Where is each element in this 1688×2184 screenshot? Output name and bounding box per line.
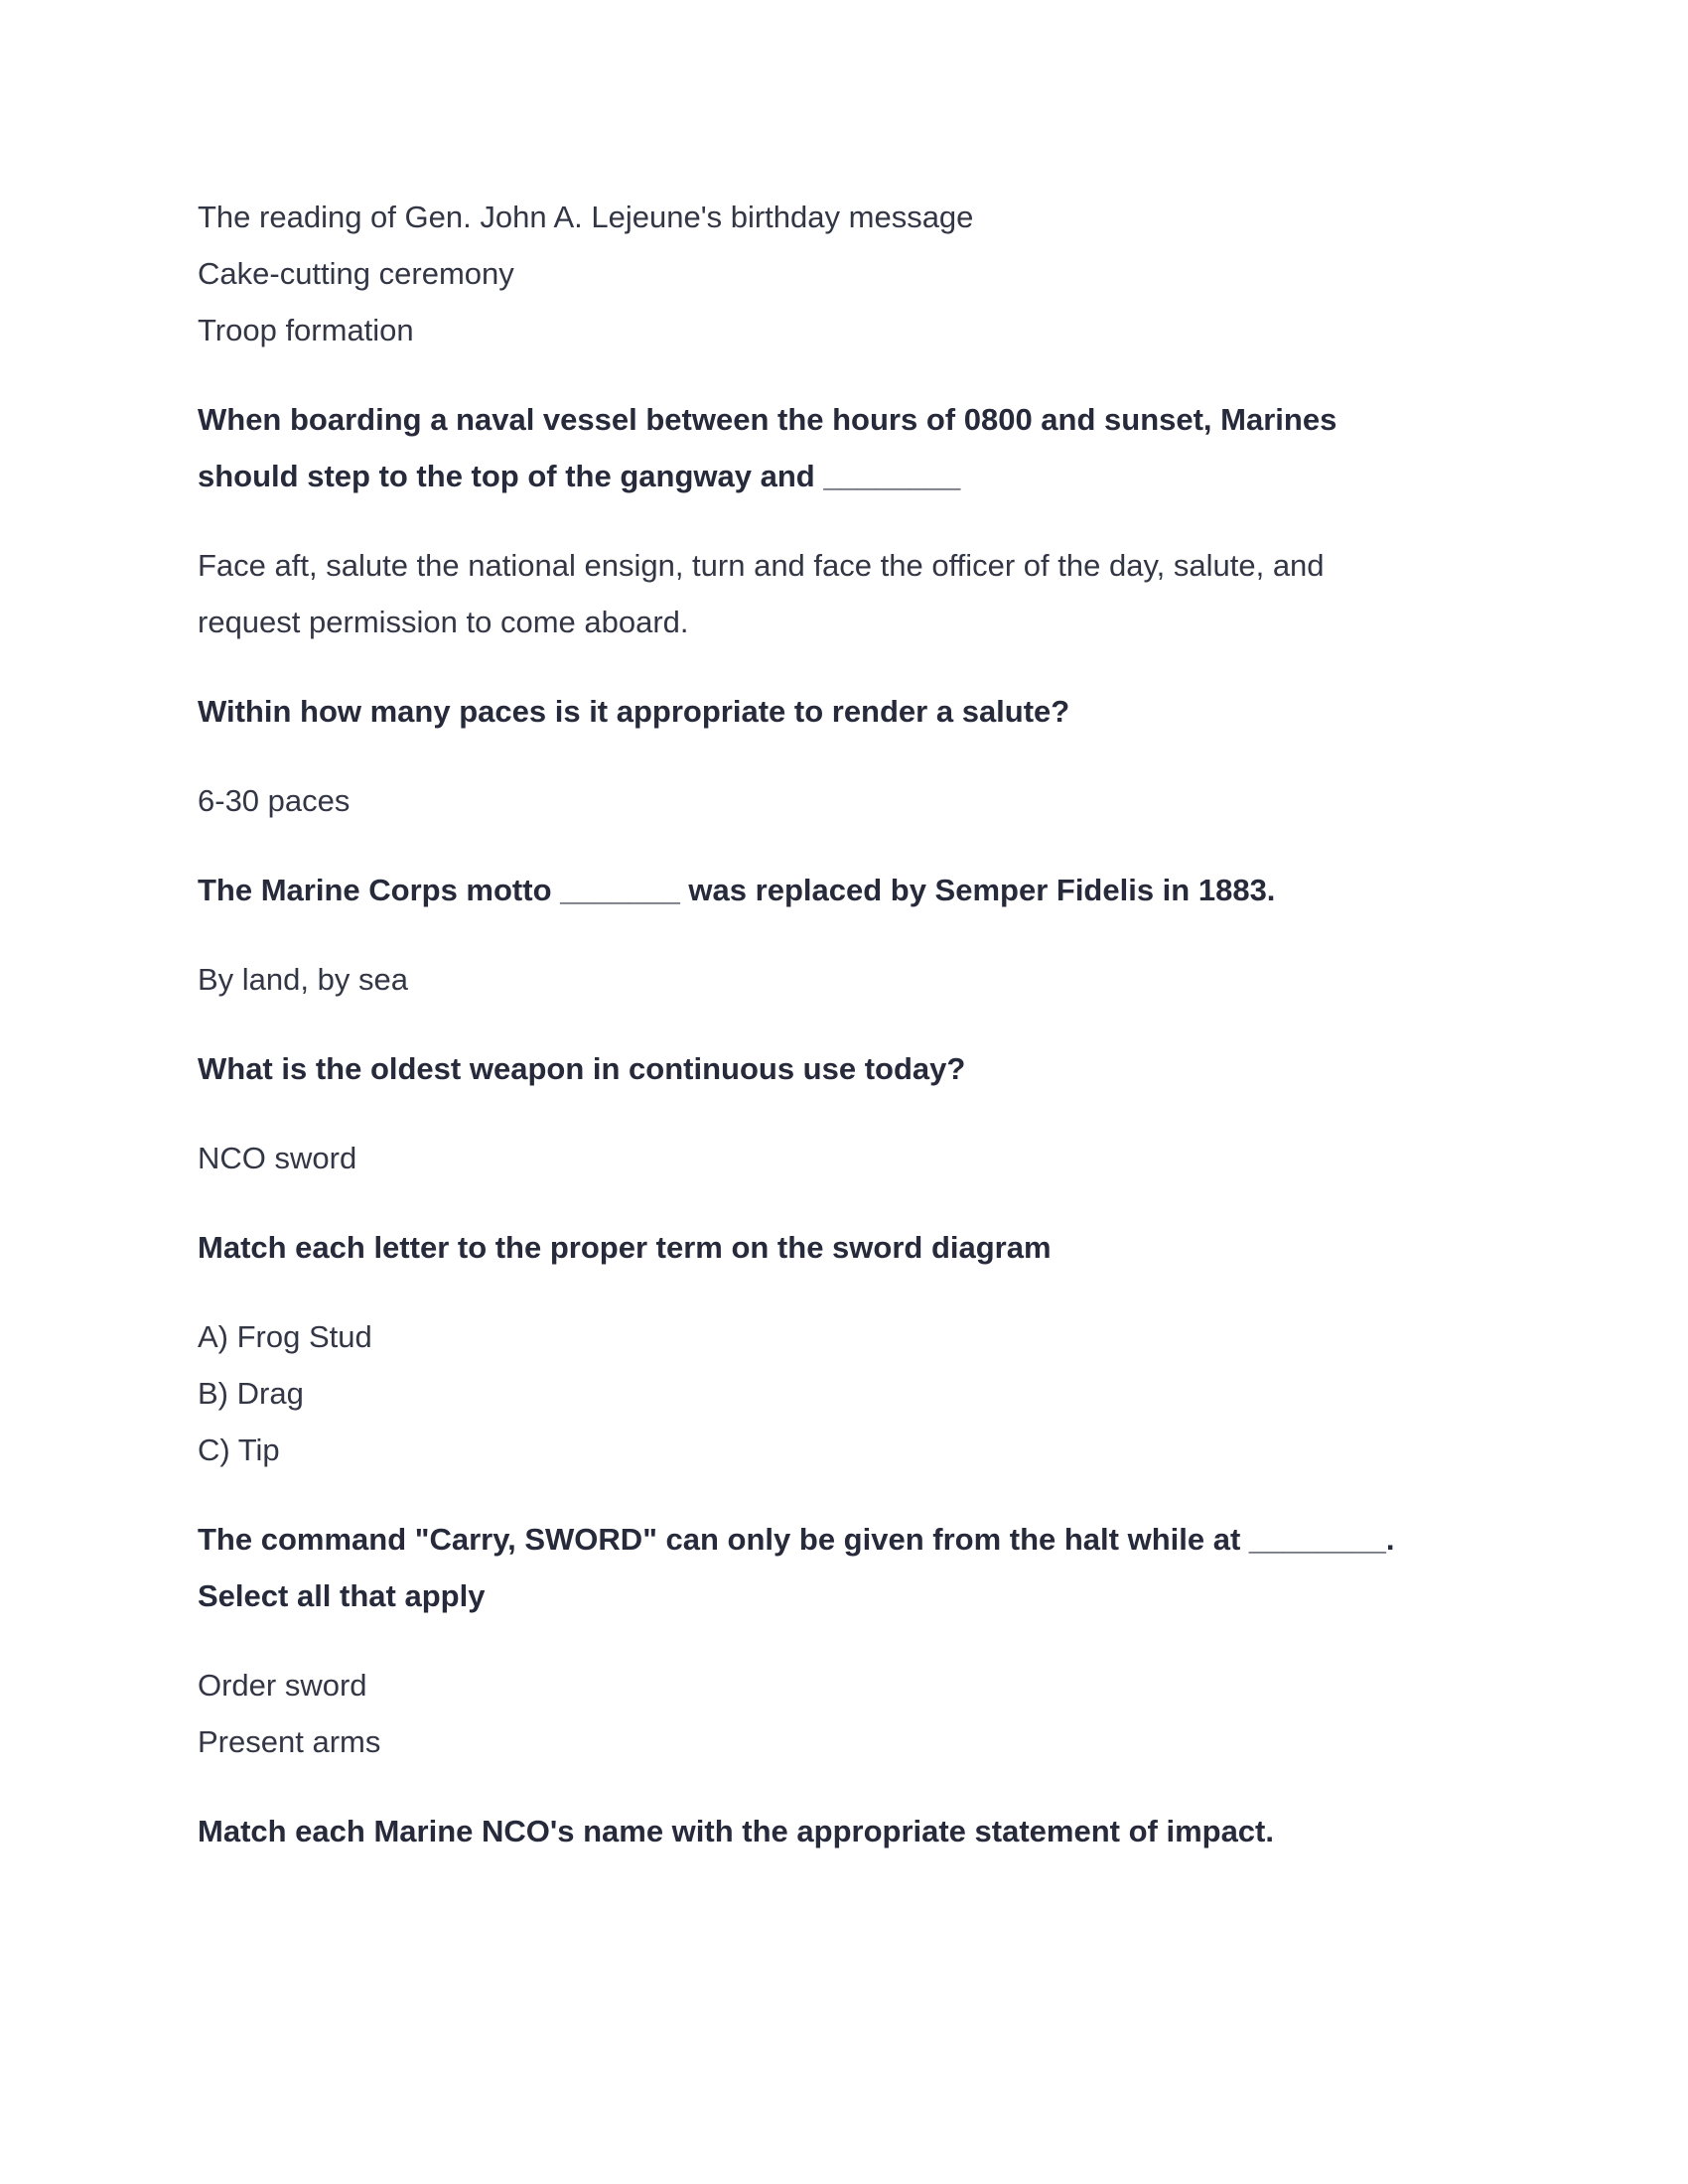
text-line: The command "Carry, SWORD" can only be given from the halt while at ________.: [198, 1522, 1395, 1557]
text-line: request permission to come aboard.: [198, 605, 689, 639]
text-line: B) Drag: [198, 1376, 304, 1411]
text-line: 6-30 paces: [198, 783, 351, 818]
text-line: Match each Marine NCO's name with the appropriate statement of impact.: [198, 1814, 1274, 1848]
question-text: [198, 1040, 1508, 1097]
answer-text: [198, 189, 1508, 358]
text-line: Within how many paces is it appropriate to render a salute?: [198, 694, 1070, 729]
text-line: What is the oldest weapon in continuous use today?: [198, 1051, 966, 1086]
answer-text: [198, 1657, 1508, 1770]
text-line: Troop formation: [198, 313, 414, 347]
text-line: Cake-cutting ceremony: [198, 256, 514, 291]
answer-text: [198, 772, 1508, 829]
text-line: Present arms: [198, 1724, 381, 1759]
text-line: C) Tip: [198, 1433, 280, 1467]
text-line: The Marine Corps motto _______ was replaced by Semper Fidelis in 1883.: [198, 873, 1276, 907]
answer-text: [198, 951, 1508, 1008]
answer-text: [198, 537, 1508, 650]
text-line: NCO sword: [198, 1141, 357, 1175]
question-text: [198, 1803, 1508, 1859]
text-line: A) Frog Stud: [198, 1319, 372, 1354]
text-line: Select all that apply: [198, 1578, 486, 1613]
text-line: Match each letter to the proper term on the sword diagram: [198, 1230, 1052, 1265]
answer-text: [198, 1308, 1508, 1478]
document-page: [198, 189, 1508, 1892]
text-line: By land, by sea: [198, 962, 408, 997]
text-line: Face aft, salute the national ensign, turn and face the officer of the day, salute, and: [198, 548, 1325, 583]
question-text: [198, 683, 1508, 740]
question-text: [198, 1511, 1508, 1624]
question-text: [198, 1219, 1508, 1276]
question-text: [198, 391, 1508, 504]
text-line: Order sword: [198, 1668, 367, 1703]
answer-text: [198, 1130, 1508, 1186]
text-line: When boarding a naval vessel between the hours of 0800 and sunset, Marines: [198, 402, 1337, 437]
question-text: [198, 862, 1508, 918]
text-line: should step to the top of the gangway and ________: [198, 459, 961, 493]
text-line: The reading of Gen. John A. Lejeune's birthday message: [198, 200, 974, 234]
